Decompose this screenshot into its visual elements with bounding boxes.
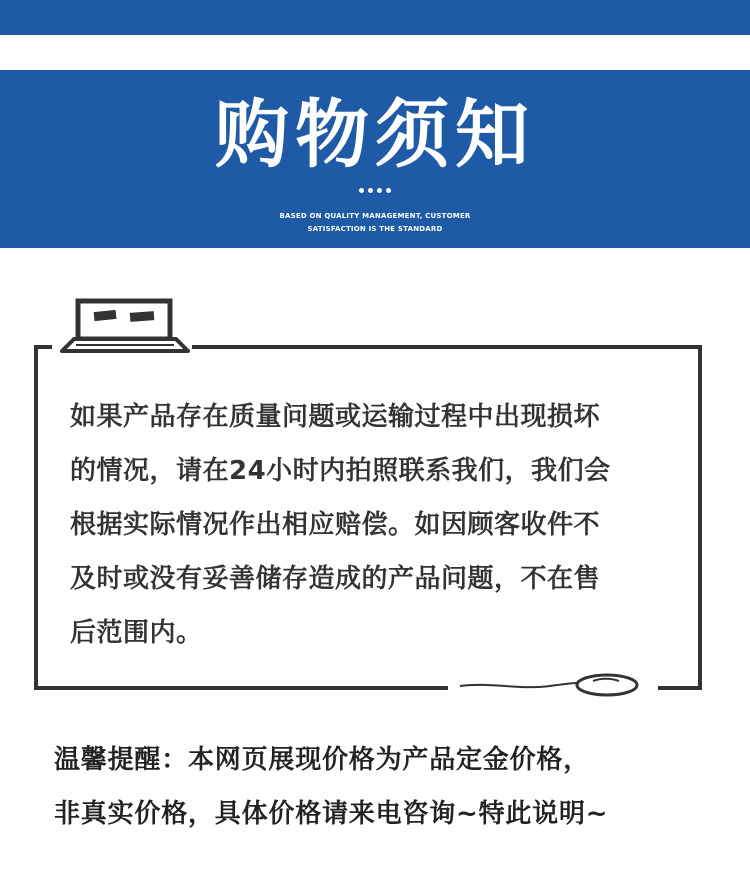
laptop-icon xyxy=(60,297,190,355)
dot xyxy=(386,188,391,193)
tip-text xyxy=(54,733,734,841)
title-dots-divider xyxy=(0,188,750,196)
dot xyxy=(359,188,364,193)
banner-subtitle-line: BASED ON QUALITY MANAGEMENT, CUSTOMER xyxy=(279,212,471,220)
notice-line: 根据实际情况作出相应赔偿。如因顾客收件不 xyxy=(70,510,601,540)
notice-line: 如果产品存在质量问题或运输过程中出现损坏 xyxy=(70,402,601,432)
dot xyxy=(368,188,373,193)
mouse-icon xyxy=(455,668,655,698)
notice-line: 及时或没有妥善储存造成的产品问题，不在售 xyxy=(70,564,601,594)
banner-subtitle-line: SATISFACTION IS THE STANDARD xyxy=(307,225,443,233)
tip-line: 温馨提醒：本网页展现价格为产品定金价格， xyxy=(54,745,591,775)
header-banner xyxy=(0,70,750,248)
notice-line: 的情况，请在24小时内拍照联系我们，我们会 xyxy=(70,456,611,486)
notice-line: 后范围内。 xyxy=(70,618,203,648)
banner-subtitle xyxy=(0,210,750,236)
notice-text xyxy=(70,390,695,660)
dot xyxy=(377,188,382,193)
tip-line: 非真实价格，具体价格请来电咨询~特此说明~ xyxy=(54,799,609,829)
top-accent-bar xyxy=(0,0,750,35)
page-title: 购物须知 xyxy=(215,92,535,178)
